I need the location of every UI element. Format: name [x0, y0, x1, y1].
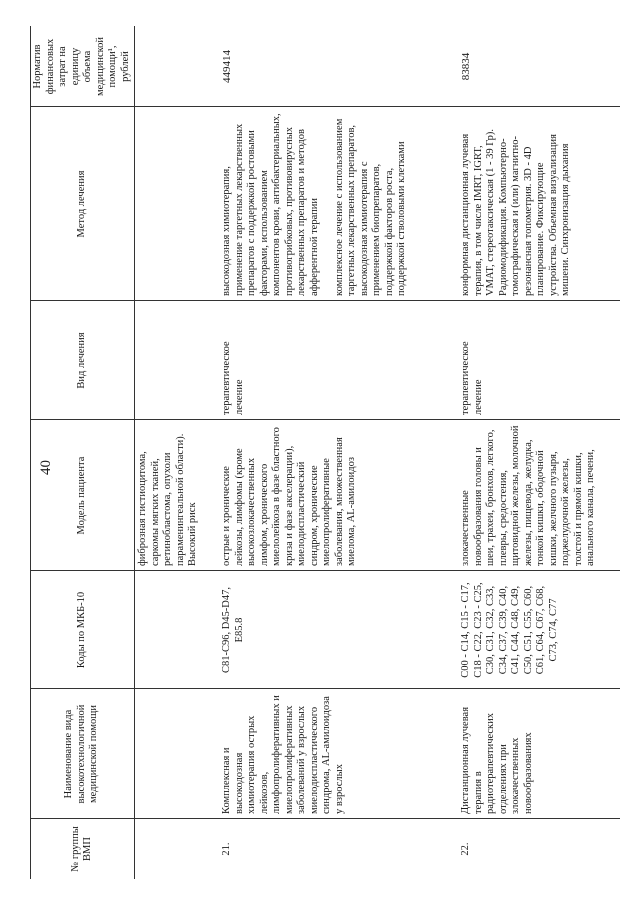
header-care-type-name: Наименование вида высокотехнологичной медицинской помощи: [30, 689, 135, 819]
table-header-row: [30, 26, 135, 879]
group-number: 21.: [221, 842, 232, 856]
care-type-name: Дистанционная лучевая терапия в радиотерапевтических отделениях при злокачественных новообразованиях: [460, 706, 534, 814]
group-number: [135, 819, 220, 879]
treatment-method: конформная дистанционная лучевая терапия, в том числе IMRT, IGRT, VMAT, стереотаксическая (1 - 39 Гр). Радиомодификация. Компьютерно-томографическая и (или) магнитно-резонансная топометрия. 3D - 4D планирование. Фиксирующие устройства. Объемная визуализация мишени. Синхронизация дыхания: [460, 129, 571, 296]
column-divider: [30, 818, 620, 819]
care-type-name: Комплексная и высокодозная химиотерапия острых лейкозов, лимфопролиферативных и миелопролиферативных заболеваний у взрослых миелодиспластического синдрома, AL-амилоидоза у взрослых: [221, 695, 345, 814]
header-group-number: № группы ВМП: [30, 819, 135, 879]
column-divider: [30, 106, 620, 107]
patient-model: фиброзная гистиоцитома, саркомы мягких тканей, ретинобластома, опухоли параменингеальной области). Высокий риск: [137, 433, 198, 566]
vmp-table: [30, 26, 602, 879]
header-patient-model: Модель пациента: [30, 420, 135, 571]
treatment-type: терапевтическое лечение: [460, 341, 484, 415]
treatment-method: высокодозная химиотерапия, применение таргетных лекарственных препаратов с поддержкой ростовыми факторами, использованием компонентов крови, антибактериальных, противогрибковых, противовирусных лекарственных препаратов и методов афферентной терапии комплексное лечение с использованием таргетных лекарственных препаратов, высокодозная химиотерапия с применением биопрепаратов, поддержкой факторов роста, поддержкой стволовыми клетками: [221, 113, 407, 296]
treatment-type: терапевтическое лечение: [221, 341, 245, 415]
column-divider: [30, 300, 620, 301]
cost-norm: 83834: [460, 52, 472, 81]
icd-codes: [135, 571, 220, 689]
table-top-border: [30, 26, 31, 879]
icd-codes: C81-C96, D45-D47, E85.8: [221, 586, 245, 674]
table-row: [219, 26, 458, 879]
group-number: 22.: [460, 842, 471, 856]
table-row: [458, 26, 602, 879]
treatment-method: [135, 107, 220, 301]
treatment-type: [135, 301, 220, 420]
header-cost-norm: Норматив финансовых затрат на единицу объема медицинской помощи¹, рублей: [30, 26, 135, 107]
column-divider: [30, 419, 620, 420]
column-divider: [30, 570, 620, 571]
column-divider: [30, 688, 620, 689]
patient-model: злокачественные новообразования головы и шеи, трахеи, бронхов, легкого, плевры, средостения, щитовидной железы, молочной железы, пищевода, желудка, тонкой кишки, ободочной кишки, желчного пузыря, поджелудочной железы, толстой и прямой кишки, анального канала, печени,: [460, 425, 596, 566]
icd-codes: C00 - C14, C15 - C17, C18 - C22, C23 - C25, C30, C31, C32, C33, C34, C37, C39, C40, C41, C44, C48, C49, C50, C51, C55, C60, C61, C64, C67, C68, C73, C74, C77: [460, 582, 559, 678]
header-icd-codes: Коды по МКБ-10: [30, 571, 135, 689]
care-type-name: [135, 689, 220, 819]
header-treatment-type: Вид лечения: [30, 301, 135, 420]
cost-norm: 449414: [221, 50, 233, 83]
patient-model: острые и хронические лейкозы, лимфомы (кроме высокозлокачественных лимфом, хронического миелолейкоза в фазе бластного криза и фазе акселерации), миелодиспластический синдром, хронические миелопролиферативные заболевания, множественная миелома, AL-амилоидоз: [221, 427, 357, 566]
header-treatment-method: Метод лечения: [30, 107, 135, 301]
cost-norm: [135, 26, 220, 107]
table-row: [135, 26, 220, 879]
page-number: 40: [38, 460, 54, 475]
